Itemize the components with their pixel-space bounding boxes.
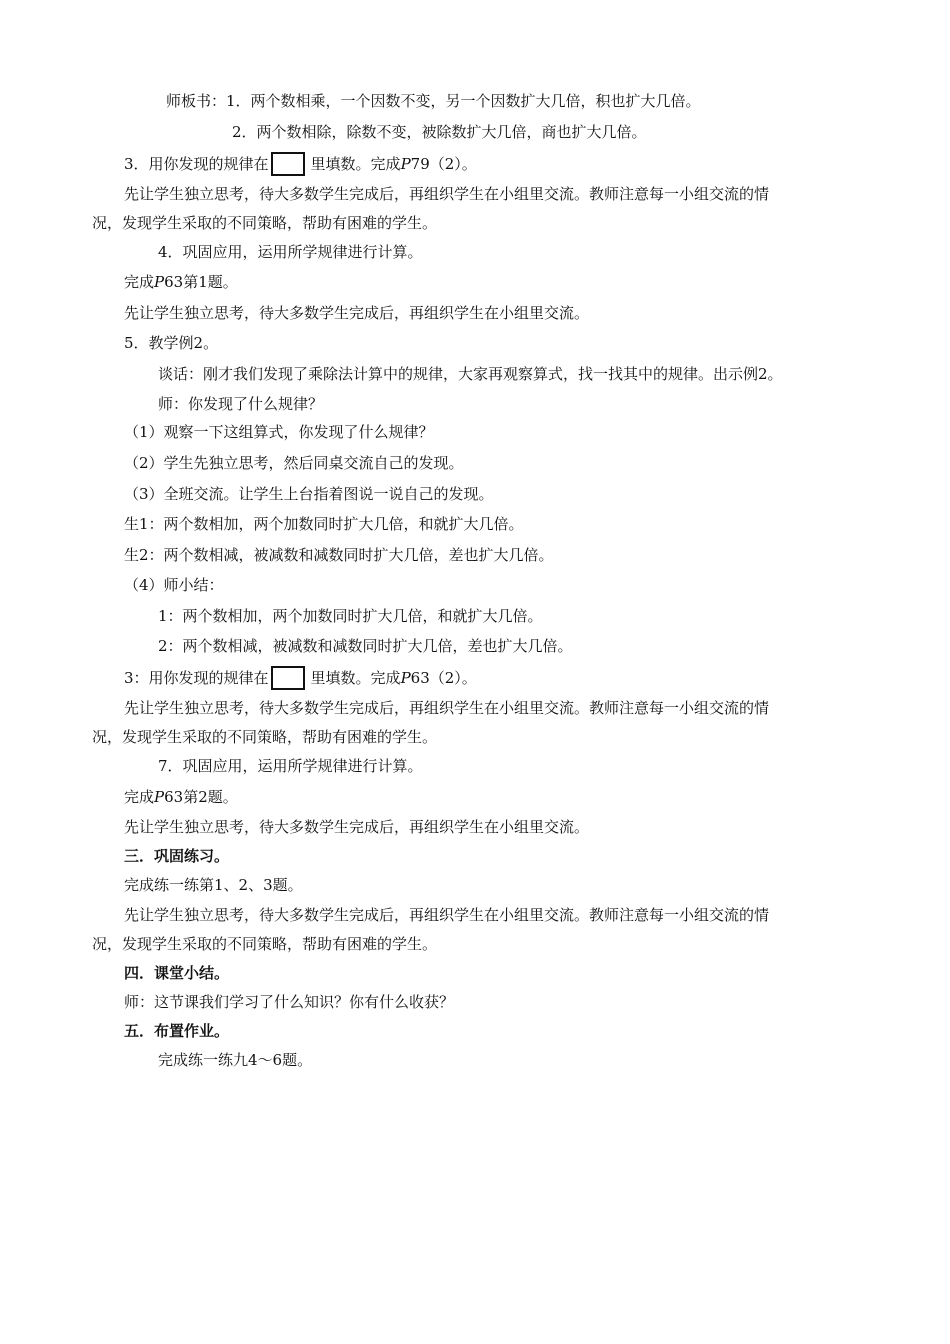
- summary-rule-2: 2：两个数相减，被减数和减数同时扩大几倍，差也扩大几倍。: [158, 637, 573, 655]
- step-text-a: 3：用你发现的规律在: [124, 669, 269, 687]
- paragraph-line: 先让学生独立思考，待大多数学生完成后，再组织学生在小组里交流。: [124, 304, 590, 322]
- list-item: （1）观察一下这组算式，你发现了什么规律？: [124, 423, 434, 441]
- section-4-heading: 四．课堂小结。: [124, 964, 230, 982]
- teacher-question: 师：你发现了什么规律？: [158, 395, 324, 413]
- teacher-talk: 谈话：刚才我们发现了乘除法计算中的规律，大家再观察算式，找一找其中的规律。出示例2。: [158, 365, 783, 383]
- paragraph-line: 先让学生独立思考，待大多数学生完成后，再组织学生在小组里交流。: [124, 818, 590, 836]
- paragraph-line: 况，发现学生采取的不同策略，帮助有困难的学生。: [92, 214, 438, 232]
- step-text-b: 里填数。完成: [310, 669, 401, 687]
- page-ref-letter: P: [400, 155, 411, 173]
- step-3-text-b: 里填数。完成: [310, 155, 401, 173]
- page-ref-letter: P: [400, 669, 411, 687]
- step-fill-blank-2: [124, 667, 477, 689]
- step-3-text-a: 3．用你发现的规律在: [124, 155, 269, 173]
- student-answer-1: 生1：两个数相加，两个加数同时扩大几倍，和就扩大几倍。: [124, 515, 524, 533]
- list-item: （3）全班交流。让学生上台指着图说一说自己的发现。: [124, 485, 494, 503]
- blackboard-rule-2: 2．两个数相除，除数不变，被除数扩大几倍，商也扩大几倍。: [232, 123, 647, 141]
- student-answer-2: 生2：两个数相减，被减数和减数同时扩大几倍，差也扩大几倍。: [124, 546, 554, 564]
- step-3-fill-blank: [124, 153, 477, 175]
- exercise-ref-2: [124, 786, 238, 808]
- step-3-text-c: 79（2）。: [410, 155, 477, 173]
- page-ref-letter: P: [154, 273, 165, 291]
- exercise-ref-text: 完成: [124, 273, 155, 291]
- fill-blank-box: [271, 152, 305, 176]
- exercise-ref-text: 完成: [124, 788, 155, 806]
- section-3-heading: 三．巩固练习。: [124, 847, 230, 865]
- paragraph-line: 况，发现学生采取的不同策略，帮助有困难的学生。: [92, 935, 438, 953]
- paragraph-line: 先让学生独立思考，待大多数学生完成后，再组织学生在小组里交流。教师注意每一小组交流的情: [124, 699, 770, 717]
- paragraph-line: 况，发现学生采取的不同策略，帮助有困难的学生。: [92, 728, 438, 746]
- exercise-ref-text: 63第2题。: [164, 788, 238, 806]
- paragraph-line: 完成练一练第1、2、3题。: [124, 876, 303, 894]
- page-ref-letter: P: [154, 788, 165, 806]
- homework-line: 完成练一练九4～6题。: [158, 1051, 313, 1069]
- summary-rule-1: 1：两个数相加，两个加数同时扩大几倍，和就扩大几倍。: [158, 607, 543, 625]
- list-item: （2）学生先独立思考，然后同桌交流自己的发现。: [124, 454, 464, 472]
- fill-blank-box: [271, 666, 305, 690]
- list-item: （4）师小结：: [124, 576, 224, 594]
- section-5-heading: 五．布置作业。: [124, 1022, 230, 1040]
- step-4-heading: 4．巩固应用，运用所学规律进行计算。: [158, 243, 423, 261]
- paragraph-line: 先让学生独立思考，待大多数学生完成后，再组织学生在小组里交流。教师注意每一小组交流的情: [124, 185, 770, 203]
- step-text-c: 63（2）。: [410, 669, 477, 687]
- paragraph-line: 先让学生独立思考，待大多数学生完成后，再组织学生在小组里交流。教师注意每一小组交流的情: [124, 906, 770, 924]
- blackboard-rule-1: 师板书：1．两个数相乘，一个因数不变，另一个因数扩大几倍，积也扩大几倍。: [166, 92, 701, 110]
- teacher-question: 师：这节课我们学习了什么知识？你有什么收获？: [124, 993, 455, 1011]
- step-5-heading: 5．教学例2。: [124, 334, 219, 352]
- exercise-ref-1: [124, 271, 238, 293]
- step-7-heading: 7．巩固应用，运用所学规律进行计算。: [158, 757, 423, 775]
- exercise-ref-text: 63第1题。: [164, 273, 238, 291]
